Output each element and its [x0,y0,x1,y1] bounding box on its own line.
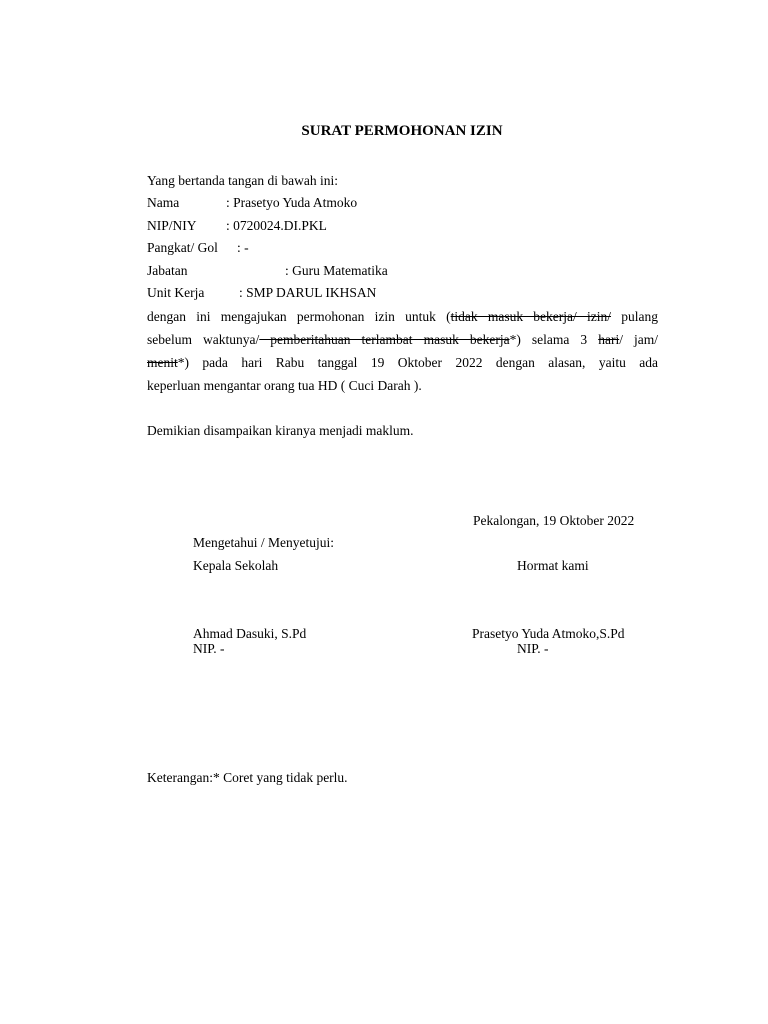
body-text: pulang [611,309,658,324]
footnote: Keterangan:* Coret yang tidak perlu. [147,770,348,785]
body-line-1 [147,305,658,328]
field-value-nip: : 0720024.DI.PKL [226,218,327,233]
struck-text: tidak masuk bekerja/ izin/ [450,309,612,324]
field-label-nama: Nama [147,195,180,210]
field-label-pangkat: Pangkat/ Gol [147,240,218,255]
intro-text: Yang bertanda tangan di bawah ini: [147,173,338,188]
letter-title: SURAT PERMOHONAN IZIN [301,123,503,139]
principal-name: Ahmad Dasuki, S.Pd [193,626,307,641]
sender-role: Hormat kami [517,558,589,573]
field-label-jabatan: Jabatan [147,263,188,278]
closing-text: Demikian disampaikan kiranya menjadi maklum. [147,423,414,438]
field-value-jabatan: : Guru Matematika [285,263,388,278]
field-label-nip: NIP/NIY [147,218,197,233]
principal-role: Kepala Sekolah [193,558,279,573]
place-date: Pekalongan, 19 Oktober 2022 [473,513,635,528]
body-text: dengan ini mengajukan permohonan izin untuk ( [147,309,451,324]
principal-nip: NIP. - [193,641,225,656]
body-line-4: keperluan mengantar orang tua HD ( Cuci Darah ). [147,378,422,393]
body-paragraph [147,305,658,397]
struck-text: hari [598,332,620,347]
body-text: *) selama 3 [509,332,599,347]
field-value-nama: : Prasetyo Yuda Atmoko [226,195,358,210]
body-text: *) pada hari Rabu tanggal 19 Oktober 2022 dengan alasan, yaitu ada [177,355,658,370]
field-label-unit-kerja: Unit Kerja [147,285,205,300]
struck-text: menit [147,355,178,370]
body-line-2 [147,328,658,351]
field-value-unit-kerja: : SMP DARUL IKHSAN [239,285,377,300]
body-text: sebelum waktunya/ [147,332,260,347]
body-line-3 [147,351,658,374]
approval-label: Mengetahui / Menyetujui: [193,535,334,550]
sender-nip: NIP. - [517,641,549,656]
body-text: / jam/ [619,332,658,347]
struck-text: pemberitahuan terlambat masuk bekerja [259,332,510,347]
field-value-pangkat: : - [237,240,249,255]
sender-name: Prasetyo Yuda Atmoko,S.Pd [472,626,625,641]
